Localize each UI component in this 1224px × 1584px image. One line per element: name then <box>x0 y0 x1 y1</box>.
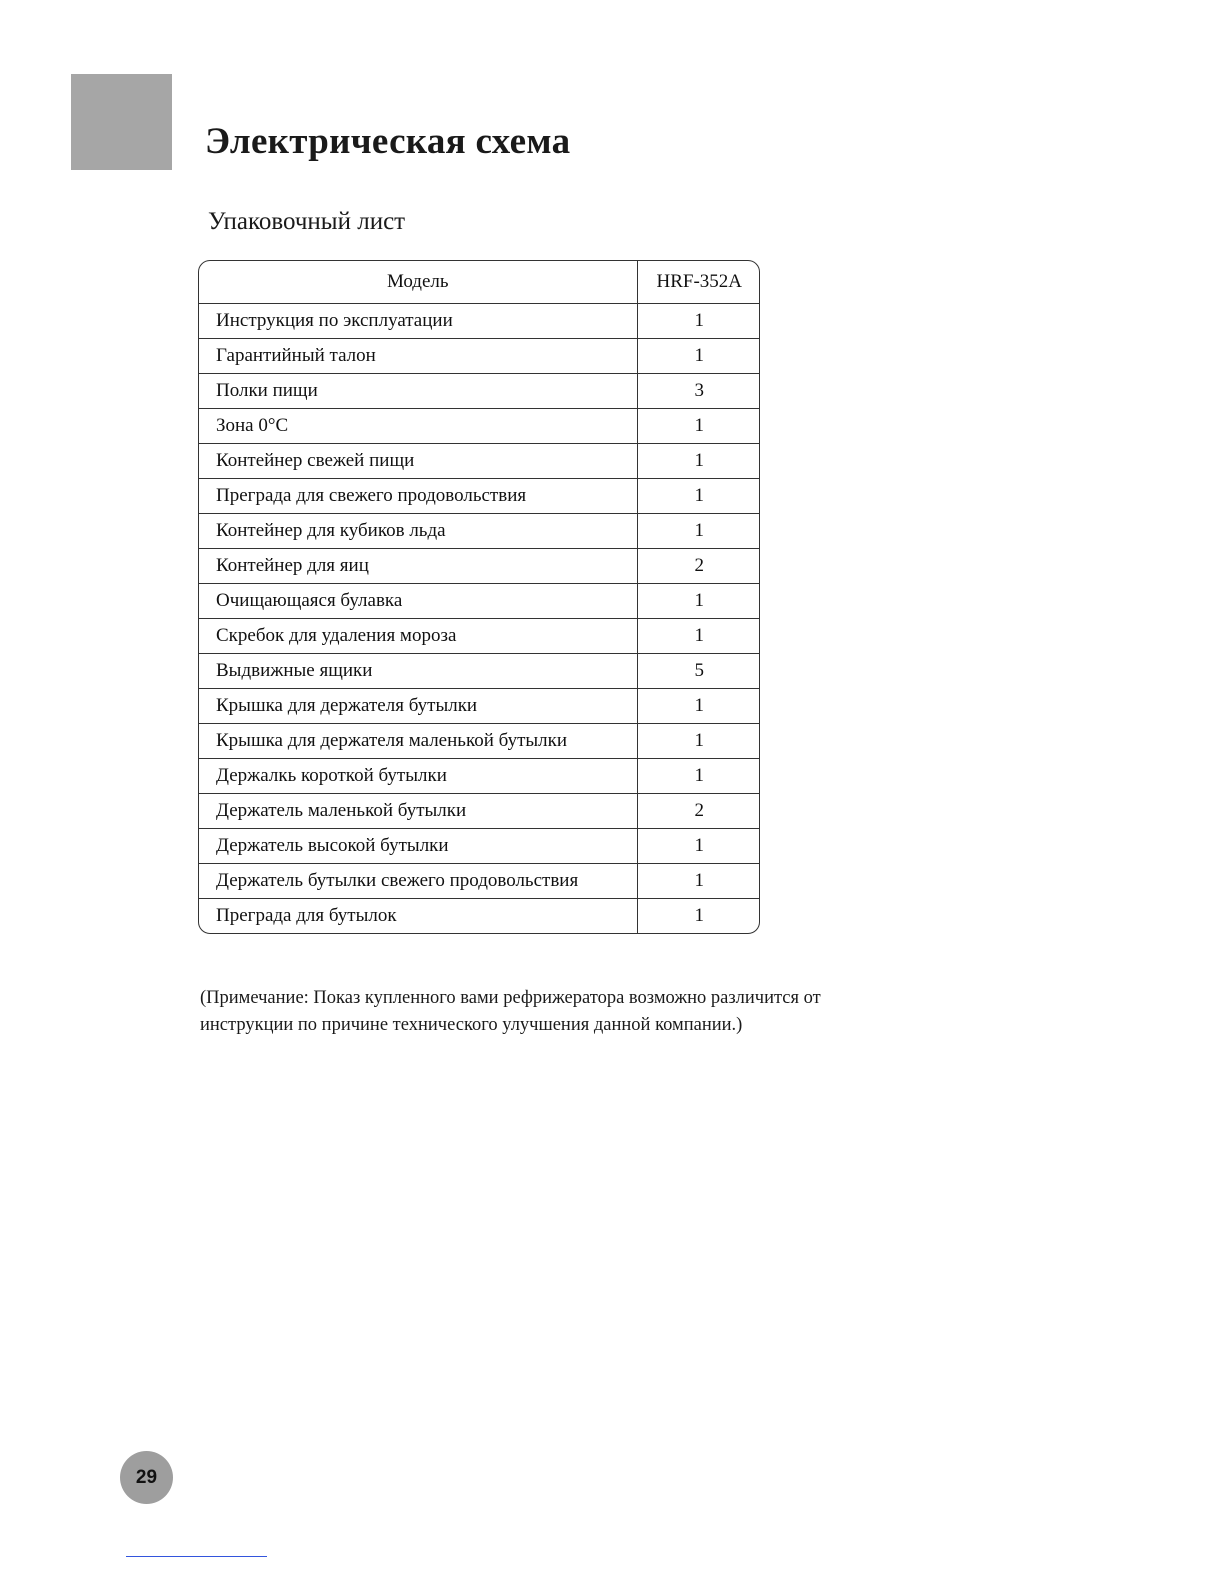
table-row <box>199 723 760 758</box>
item-quantity: 1 <box>637 618 760 653</box>
table-row <box>199 863 760 898</box>
item-name: Держатель маленькой бутылки <box>199 793 637 828</box>
item-name: Держатель бутылки свежего продовольствия <box>199 863 637 898</box>
item-name: Преграда для бутылок <box>199 898 637 933</box>
item-name: Полки пищи <box>199 373 637 408</box>
item-name: Контейнер для кубиков льда <box>199 513 637 548</box>
item-name: Скребок для удаления мороза <box>199 618 637 653</box>
table-row <box>199 303 760 338</box>
table-row <box>199 583 760 618</box>
item-quantity: 1 <box>637 758 760 793</box>
table-row <box>199 373 760 408</box>
item-quantity: 2 <box>637 793 760 828</box>
table-row <box>199 513 760 548</box>
column-header-model-value: HRF-352A <box>637 261 760 303</box>
item-quantity: 3 <box>637 373 760 408</box>
footer-divider <box>126 1556 267 1557</box>
table-row <box>199 338 760 373</box>
item-quantity: 1 <box>637 303 760 338</box>
column-header-model: Модель <box>199 261 637 303</box>
table-row <box>199 793 760 828</box>
item-quantity: 1 <box>637 513 760 548</box>
item-name: Держалкь короткой бутылки <box>199 758 637 793</box>
item-quantity: 2 <box>637 548 760 583</box>
table-row <box>199 898 760 933</box>
table-row <box>199 758 760 793</box>
page-number-badge <box>120 1451 173 1504</box>
page-number: 29 <box>135 1466 158 1488</box>
table-row <box>199 408 760 443</box>
item-name: Гарантийный талон <box>199 338 637 373</box>
item-quantity: 1 <box>637 408 760 443</box>
packing-list-table <box>198 260 760 934</box>
item-name: Преграда для свежего продовольствия <box>199 478 637 513</box>
note-paragraph <box>200 985 900 1039</box>
table-row <box>199 688 760 723</box>
item-quantity: 1 <box>637 828 760 863</box>
table-row <box>199 618 760 653</box>
section-title: Упаковочный лист <box>208 208 406 235</box>
table-row <box>199 478 760 513</box>
section-marker-block <box>71 74 172 170</box>
item-name: Зона 0°С <box>199 408 637 443</box>
item-quantity: 1 <box>637 688 760 723</box>
item-quantity: 1 <box>637 723 760 758</box>
note-line-2: инструкции по причине технического улучшения данной компании.) <box>200 1015 743 1035</box>
item-name: Выдвижные ящики <box>199 653 637 688</box>
item-name: Держатель высокой бутылки <box>199 828 637 863</box>
item-quantity: 1 <box>637 338 760 373</box>
item-name: Крышка для держателя бутылки <box>199 688 637 723</box>
note-line-1: (Примечание: Показ купленного вами рефрижератора возможно различится от <box>200 988 821 1008</box>
table-row <box>199 548 760 583</box>
table-header-row <box>199 261 760 303</box>
item-name: Инструкция по эксплуатации <box>199 303 637 338</box>
item-quantity: 1 <box>637 478 760 513</box>
item-quantity: 1 <box>637 443 760 478</box>
item-name: Крышка для держателя маленькой бутылки <box>199 723 637 758</box>
item-quantity: 1 <box>637 583 760 618</box>
table-row <box>199 653 760 688</box>
table-row <box>199 443 760 478</box>
item-quantity: 1 <box>694 904 704 926</box>
item-name: Очищающаяся булавка <box>199 583 637 618</box>
item-name: Контейнер для яиц <box>199 548 637 583</box>
item-quantity: 1 <box>637 863 760 898</box>
item-name: Контейнер свежей пищи <box>199 443 637 478</box>
table-row <box>199 828 760 863</box>
page-title: Электрическая схема <box>205 121 571 162</box>
item-quantity: 5 <box>637 653 760 688</box>
